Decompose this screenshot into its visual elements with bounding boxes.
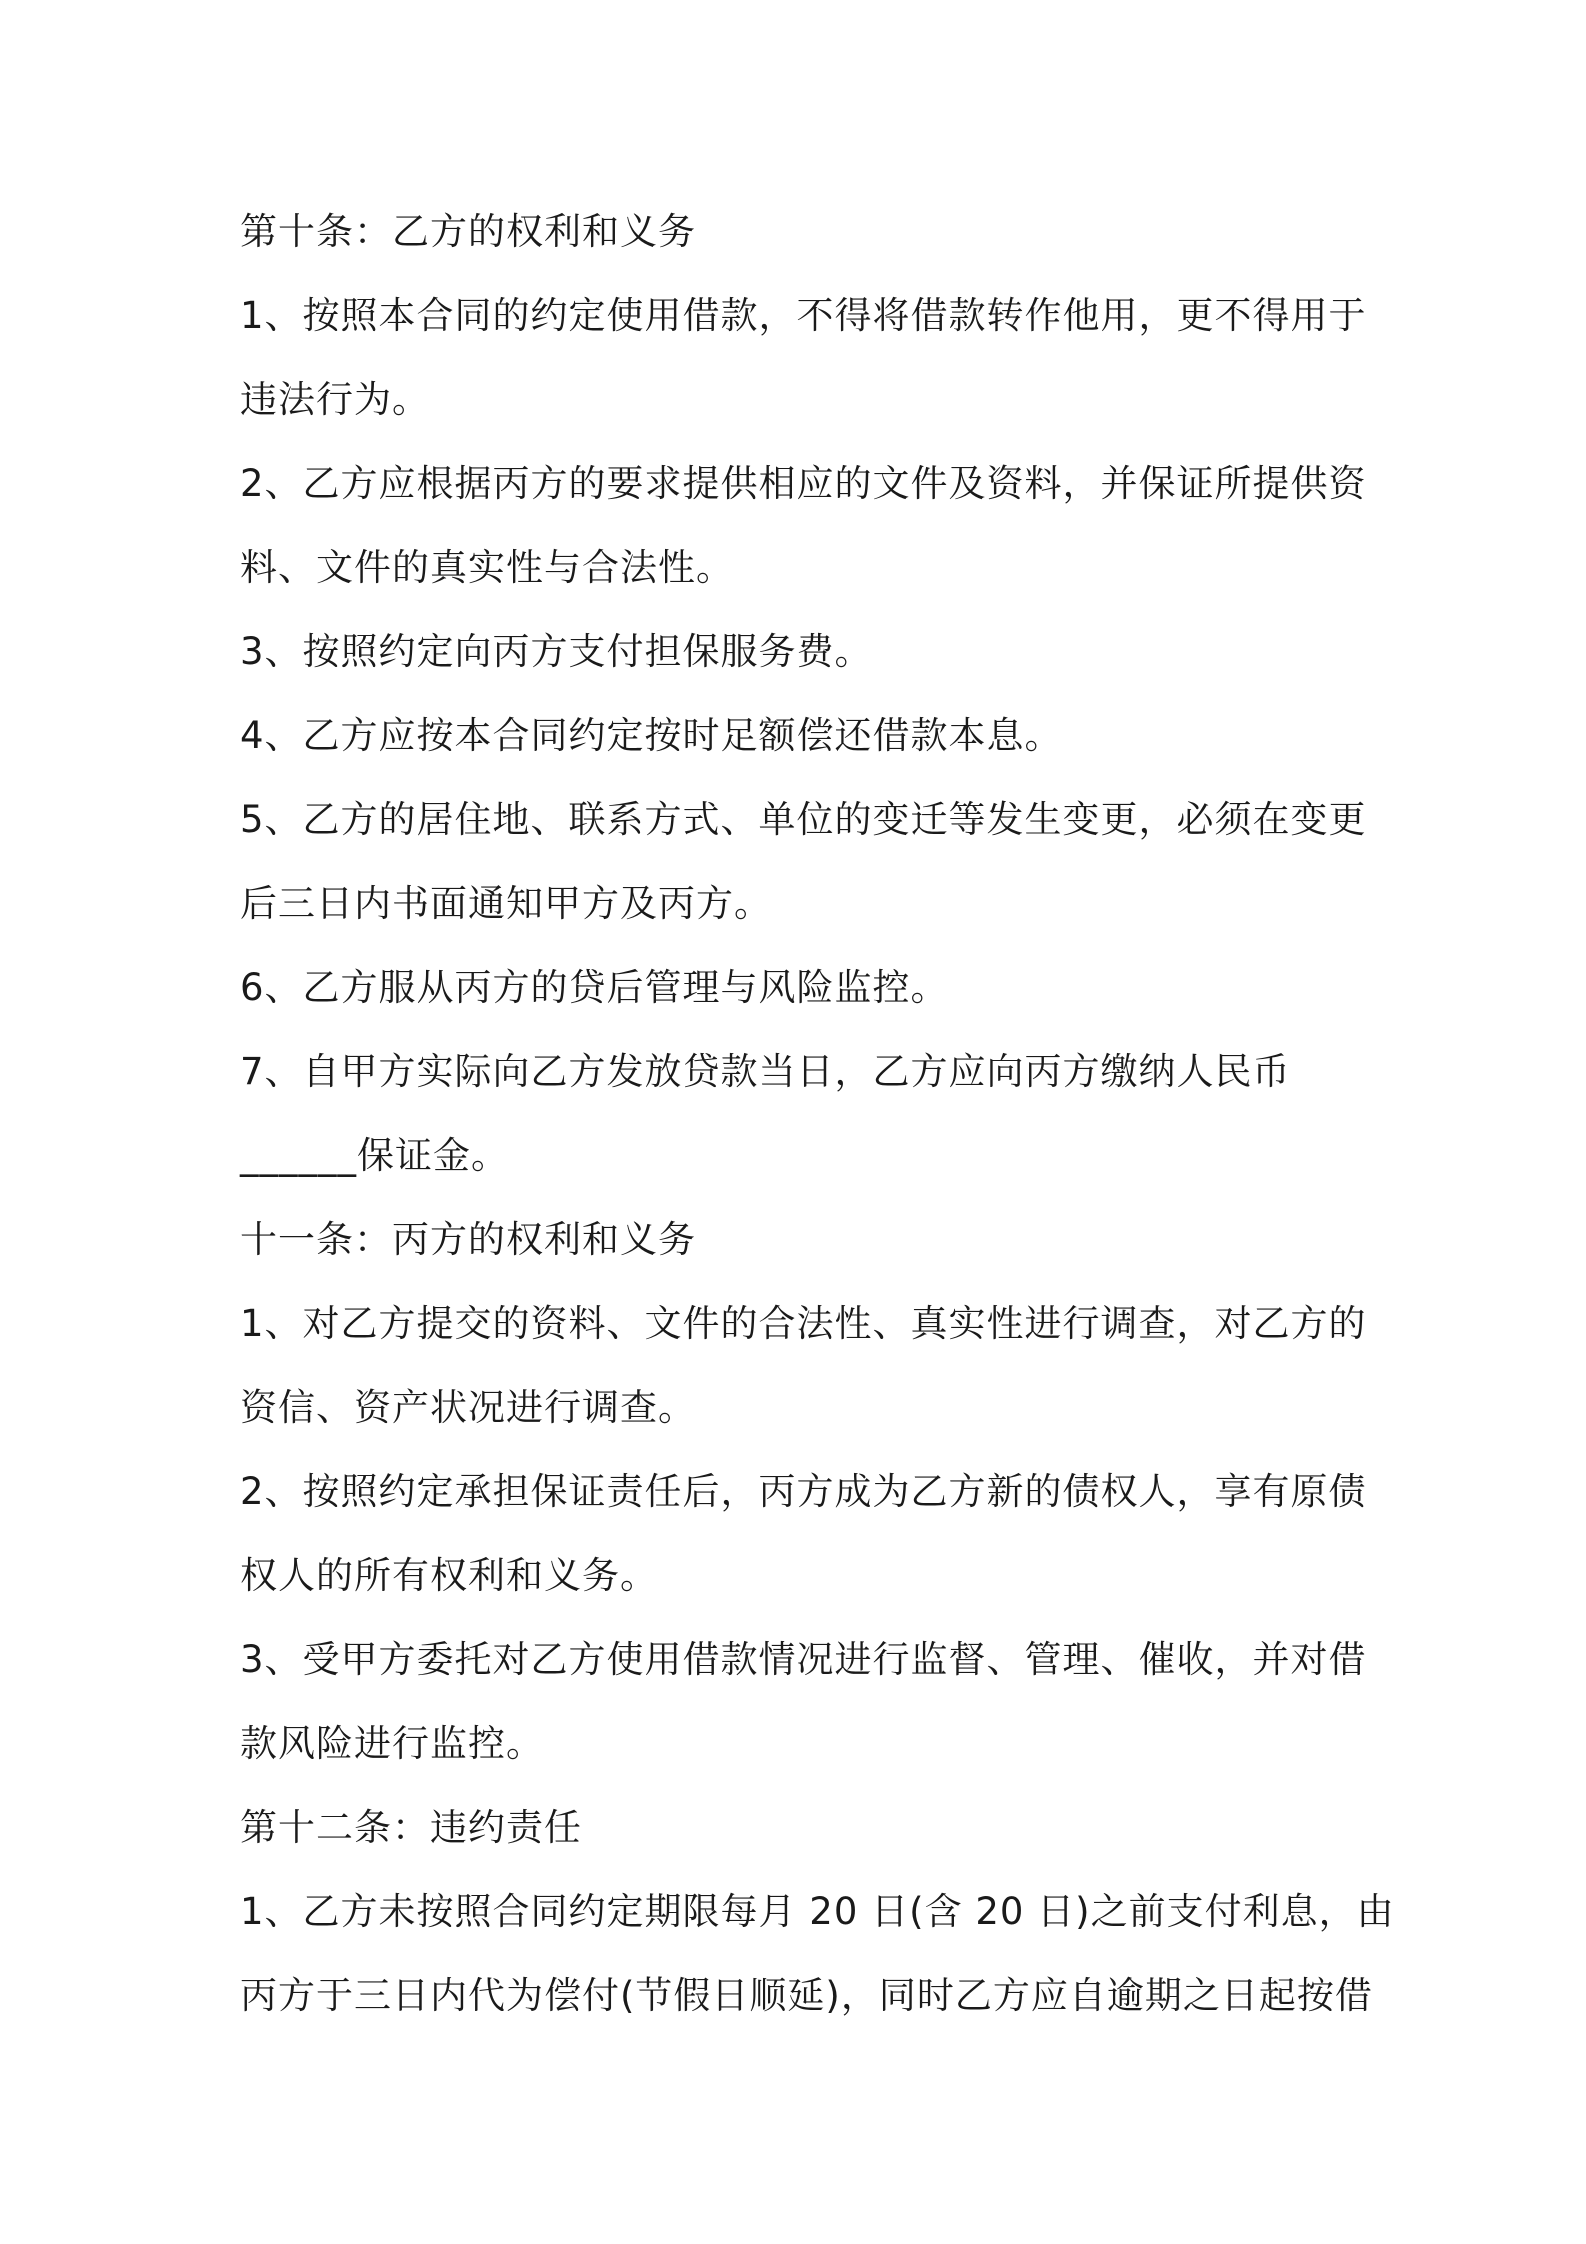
- article-10-item-6: 6、乙方服从丙方的贷后管理与风险监控。: [240, 966, 949, 1009]
- article-11-item-1-line-1: 1、对乙方提交的资料、文件的合法性、真实性进行调查，对乙方的: [240, 1302, 1367, 1345]
- article-10-item-5-line-2: 后三日内书面通知甲方及丙方。: [240, 882, 772, 925]
- article-10-item-3: 3、按照约定向丙方支付担保服务费。: [240, 630, 873, 673]
- article-10-item-7-line-2: ______保证金。: [240, 1134, 509, 1177]
- article-10-item-2-line-1: 2、乙方应根据丙方的要求提供相应的文件及资料，并保证所提供资: [240, 462, 1367, 505]
- article-11-item-1-line-2: 资信、资产状况进行调查。: [240, 1386, 696, 1429]
- article-10-item-5-line-1: 5、乙方的居住地、联系方式、单位的变迁等发生变更，必须在变更: [240, 798, 1367, 841]
- article-12-heading: 第十二条：违约责任: [240, 1806, 582, 1849]
- article-12-item-1-line-1: 1、乙方未按照合同约定期限每月 20 日(含 20 日)之前支付利息，由: [240, 1890, 1395, 1933]
- article-11-heading: 十一条：丙方的权利和义务: [240, 1218, 696, 1261]
- article-11-item-2-line-2: 权人的所有权利和义务。: [240, 1554, 658, 1597]
- article-10-item-4: 4、乙方应按本合同约定按时足额偿还借款本息。: [240, 714, 1063, 757]
- article-11-item-3-line-1: 3、受甲方委托对乙方使用借款情况进行监督、管理、催收，并对借: [240, 1638, 1367, 1681]
- article-10-item-7-line-1: 7、自甲方实际向乙方发放贷款当日，乙方应向丙方缴纳人民币: [240, 1050, 1291, 1093]
- article-10-item-1-line-2: 违法行为。: [240, 378, 430, 421]
- article-10-heading: 第十条：乙方的权利和义务: [240, 210, 696, 253]
- article-11-item-2-line-1: 2、按照约定承担保证责任后，丙方成为乙方新的债权人，享有原债: [240, 1470, 1367, 1513]
- document-page: [240, 190, 1395, 2038]
- article-10-item-1-line-1: 1、按照本合同的约定使用借款，不得将借款转作他用，更不得用于: [240, 294, 1367, 337]
- article-10-item-2-line-2: 料、文件的真实性与合法性。: [240, 546, 734, 589]
- article-11-item-3-line-2: 款风险进行监控。: [240, 1722, 544, 1765]
- article-12-item-1-line-2: 丙方于三日内代为偿付(节假日顺延)，同时乙方应自逾期之日起按借: [240, 1974, 1373, 2017]
